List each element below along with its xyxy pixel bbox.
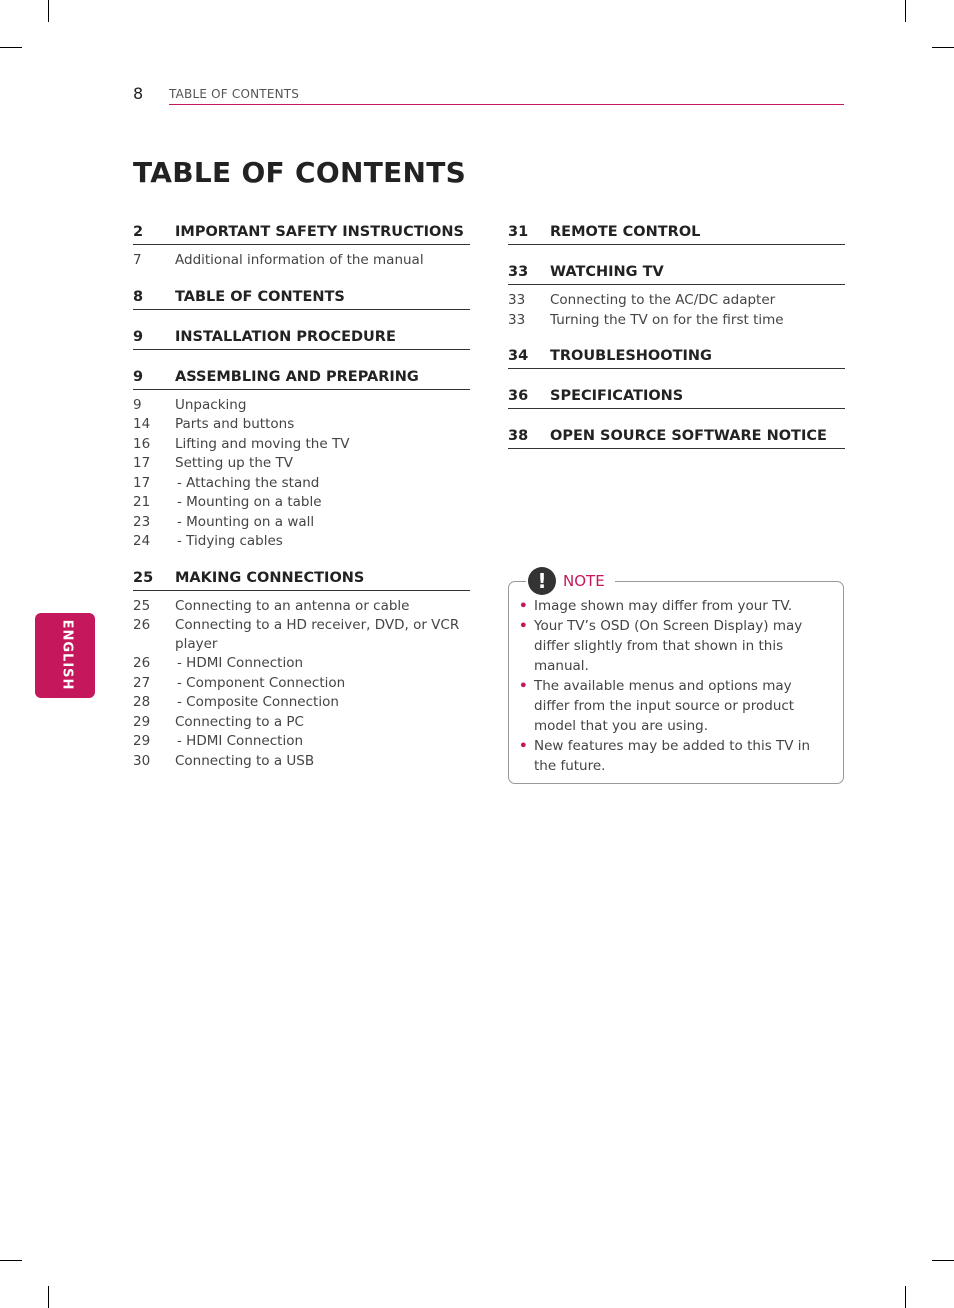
toc-item-page: 23 [133, 513, 151, 530]
toc-item-title: - Component Connection [177, 674, 346, 691]
toc-item-page: 26 [133, 655, 151, 671]
crop-mark [48, 1286, 49, 1308]
toc-item-page: 17 [133, 474, 151, 491]
toc-item-title: - Composite Connection [177, 694, 339, 710]
note-label [526, 567, 615, 595]
toc-section-page: 33 [508, 264, 529, 280]
note-item: • The available menus and options may differ from the input source or product model that you are using. [519, 678, 795, 734]
header-rule [169, 104, 844, 105]
toc-item-title: Connecting to an antenna or cable [175, 597, 410, 614]
toc-section-page: 9 [133, 328, 144, 345]
toc-section-heading [133, 369, 470, 390]
toc-item-title: Additional information of the manual [175, 252, 424, 268]
toc-section-heading [133, 329, 470, 350]
crop-mark [0, 1260, 22, 1261]
toc-section-heading [133, 224, 470, 245]
toc-section-page: 31 [508, 224, 529, 240]
toc-item [133, 713, 470, 732]
bullet-icon: • [519, 618, 528, 634]
toc-section-heading [508, 264, 845, 285]
toc-item-page: 14 [133, 416, 151, 432]
toc-section-title: TROUBLESHOOTING [550, 348, 712, 364]
toc-item-title: - HDMI Connection [177, 655, 304, 671]
toc-right-column [508, 224, 845, 468]
language-tab-label: ENGLISH [59, 619, 75, 691]
toc-item-list [133, 396, 470, 551]
toc-item-title: - Mounting on a table [177, 494, 322, 510]
crop-mark [932, 1260, 954, 1261]
toc-section-title: SPECIFICATIONS [550, 388, 684, 404]
toc-item-page: 17 [133, 455, 151, 471]
toc-item [133, 693, 470, 712]
crop-mark [0, 47, 22, 48]
toc-item-page: 29 [133, 713, 151, 730]
toc-item [508, 291, 845, 310]
toc-section-page: 25 [133, 569, 154, 586]
toc-item [133, 674, 470, 693]
note-item: • Your TV’s OSD (On Screen Display) may differ slightly from that shown in this manual. [519, 618, 803, 674]
toc-item-title: - Attaching the stand [177, 474, 320, 491]
crop-mark [932, 47, 954, 48]
toc-item-title: Turning the TV on for the first time [550, 311, 784, 328]
toc-item-page: 26 [133, 617, 151, 633]
toc-section-title: MAKING CONNECTIONS [175, 569, 365, 586]
note-list [509, 582, 843, 776]
toc-section [508, 224, 845, 245]
toc-item-page: 33 [508, 292, 526, 308]
toc-item-page: 25 [133, 597, 151, 614]
toc-item-title: Connecting to a USB [175, 752, 315, 769]
toc-item [133, 532, 470, 551]
toc-item [133, 396, 470, 415]
toc-item-title: Connecting to a PC [175, 713, 304, 730]
bullet-icon: • [519, 738, 528, 754]
language-tab [35, 613, 95, 698]
toc-section [133, 289, 470, 310]
toc-item [133, 251, 470, 270]
toc-section-title: TABLE OF CONTENTS [175, 288, 345, 305]
toc-section [508, 428, 845, 449]
toc-section-title: OPEN SOURCE SOFTWARE NOTICE [550, 428, 827, 444]
toc-section-page: 2 [133, 224, 144, 240]
toc-item [133, 654, 470, 673]
toc-item-page: 21 [133, 494, 151, 510]
toc-item [133, 454, 470, 473]
toc-item-title: - Mounting on a wall [177, 513, 315, 530]
running-header-title: TABLE OF CONTENTS [169, 87, 300, 101]
note-item: • Image shown may differ from your TV. [519, 598, 793, 614]
toc-item-list [133, 251, 470, 270]
toc-section [508, 264, 845, 329]
toc-section-title: REMOTE CONTROL [550, 224, 701, 240]
toc-item [133, 616, 470, 653]
toc-item-title: Connecting to a HD receiver, DVD, or VCR player [175, 617, 460, 652]
exclamation-icon: ! [528, 567, 556, 595]
toc-section [133, 224, 470, 270]
toc-section [508, 388, 845, 409]
toc-section-page: 38 [508, 428, 529, 444]
toc-section-page: 34 [508, 348, 529, 364]
toc-item-page: 9 [133, 396, 142, 413]
toc-item-page: 30 [133, 752, 151, 769]
bullet-icon: • [519, 678, 528, 694]
toc-item-page: 16 [133, 435, 151, 452]
toc-item-title: Parts and buttons [175, 416, 295, 432]
toc-item-page: 29 [133, 733, 151, 749]
toc-item-page: 28 [133, 694, 151, 710]
toc-section-heading [508, 388, 845, 409]
toc-section-page: 36 [508, 388, 529, 404]
crop-mark [48, 0, 49, 22]
toc-section-heading [508, 428, 845, 449]
toc-item-title: - Tidying cables [177, 533, 283, 549]
page-number: 8 [133, 84, 144, 103]
toc-section-page: 9 [133, 368, 144, 385]
toc-item-list [508, 291, 845, 329]
toc-item-title: Unpacking [175, 396, 247, 413]
crop-mark [905, 1286, 906, 1308]
toc-item-page: 7 [133, 252, 142, 268]
toc-section [133, 369, 470, 551]
toc-item-title: Setting up the TV [175, 455, 293, 471]
toc-section-heading [508, 224, 845, 245]
toc-item [133, 493, 470, 512]
toc-item-page: 27 [133, 674, 151, 691]
toc-section-heading [508, 348, 845, 369]
page-title: TABLE OF CONTENTS [133, 156, 467, 189]
toc-item [133, 474, 470, 493]
toc-section-title: ASSEMBLING AND PREPARING [175, 368, 419, 385]
toc-item [133, 752, 470, 771]
note-label-text: NOTE [563, 572, 605, 590]
toc-section-title: IMPORTANT SAFETY INSTRUCTIONS [175, 224, 464, 240]
toc-item-page: 33 [508, 311, 526, 328]
toc-item-list [133, 597, 470, 771]
toc-item [133, 732, 470, 751]
crop-mark [905, 0, 906, 22]
toc-item [133, 435, 470, 454]
toc-item [133, 415, 470, 434]
note-item: • New features may be added to this TV in the future. [519, 738, 811, 774]
bullet-icon: • [519, 598, 528, 614]
toc-section-title: WATCHING TV [550, 264, 664, 280]
toc-section [508, 348, 845, 369]
toc-item-page: 24 [133, 533, 151, 549]
toc-section [133, 329, 470, 350]
toc-item-title: Connecting to the AC/DC adapter [550, 292, 776, 308]
toc-section [133, 570, 470, 771]
toc-item-title: Lifting and moving the TV [175, 435, 350, 452]
toc-section-title: INSTALLATION PROCEDURE [175, 328, 396, 345]
toc-item-title: - HDMI Connection [177, 733, 304, 749]
toc-section-page: 8 [133, 288, 144, 305]
note-box [508, 569, 844, 784]
toc-item [133, 513, 470, 532]
toc-item [133, 597, 470, 616]
toc-section-heading [133, 289, 470, 310]
toc-item [508, 311, 845, 330]
toc-left-column [133, 224, 470, 789]
toc-section-heading [133, 570, 470, 591]
